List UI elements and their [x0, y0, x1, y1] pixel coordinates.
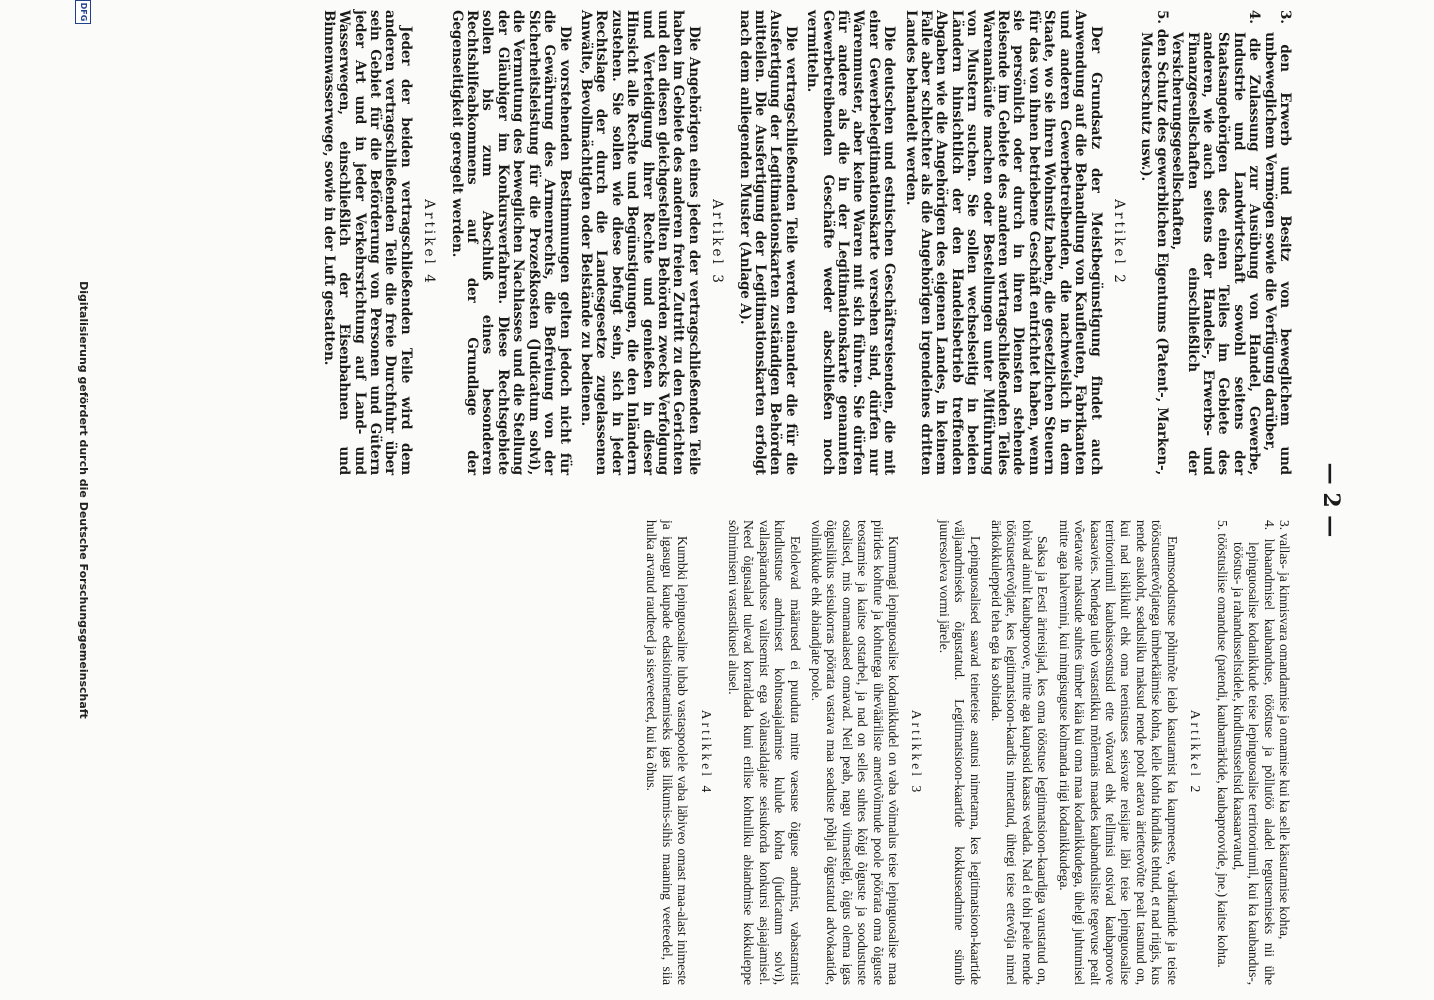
- german-article-2-paragraph: Die vertragschließenden Teile werden einander die für die Ausfertigung der Legitimationskarten zuständigen Behörden mitteilen. Die Ausfertigung der Legitimationskarten erfolgt nach dem anliegenden Muster (Anlage A).: [736, 10, 799, 475]
- german-item-4: 4. die Zulassung zur Ausübung von Handel, Gewerbe, Industrie und Landwirtschaft sowohl seitens der Staatsangehörigen des einen Teiles im Gebiete des anderen, wie auch seitens der Handels-, Erwerbs- und Finanzgesellschaften einschließlich der Versicherungsgesellschaften,: [1169, 10, 1263, 475]
- german-article-2-heading: Artikel 2: [1110, 199, 1127, 286]
- estonian-item-3: 3. vallas- ja kinnisvara omandamise ja omamise kui ka selle käsutamise kohta,: [1277, 520, 1292, 940]
- estonian-column: [638, 520, 1292, 985]
- german-article-3-paragraph: Die vorstehenden Bestimmungen gelten jedoch nicht für die Gewährung des Armenrechts, die Befreiung von der Sicherheitsleistung für die Prozeßkosten (Judicatum solvi), die Vermutung des beweglichen Nachlasses und die Stellung der Gläubiger im Konkursverfahren. Diese Rechtsgebiete sollen bis zum Abschluß eines besonderen Rechtshilfeabkommens auf der Grundlage der Gegenseitigkeit geregelt werden.: [448, 10, 573, 475]
- page-number: — 2 —: [1318, 462, 1344, 538]
- digitization-footer: [72, 0, 94, 1000]
- digitization-credit: Digitalisierung gefördert durch die Deutsche Forschungsgemeinschaft: [77, 281, 90, 719]
- estonian-article-2-paragraph: Saksa ja Eesti ärireisijad, kes oma tööstuse legitimatsioon-kaardiga varustatud on, tohivad ainult kaubaproove, mitte aga kaupasid kaasas vedada. Nad ei tohi peale nende tööstusettevõtjate, kes legitimatsioon-kaardis nimetatud, ühtegi teise ettevõtja nimel ärikokkuleppeid teha ega ka sobitada.: [989, 520, 1051, 985]
- german-item-3: 3. den Erwerb und Besitz von beweglichem und unbeweglichem Vermögen sowie die Verfügung darüber,: [1261, 10, 1293, 475]
- estonian-item-5: 5. tööstusliise omanduse (patendi, kaubamärkide, kaubaproovide, jne.) kaitse kohta.: [1215, 520, 1231, 968]
- dfg-logo-icon: DFG: [75, 0, 91, 24]
- german-article-3-heading: Artikel 3: [709, 199, 726, 286]
- estonian-article-2-paragraph: Enamsoodustuse põhimõte leiab kasutamist ka kaupmeeste, vabrikantide ja teiste tööstusettevõtjatega ümberkäimise kohta, kelle kohta kindlaks tehtud, et nad riigis, kus nende asukoht, seadusliku maksud nende poolt aetava ärietteovõtte pealt tasunud on, kui nad isiklikult ehk oma teenistuses seisvate reisijate läbi teise lepinguosalise territooriumil kaubaisseostusid ette võtavad ehk tellimisi otsivad kaubaproove kaasavies. Nendega tuleb vastastikku mõlemais maades kaubandusliste tegevuse pealt võetavate maksude suhtes ümber käia kui oma maa kodanikkudega, ühelgi juhtumisel mitte aga halvemini, kui mingisuguse kolmanda riigi kodanikkudega.: [1056, 520, 1180, 985]
- german-item-5: 5. den Schutz des gewerblichen Eigentums (Patent-, Marken-, Musterschutz usw.).: [1138, 10, 1170, 475]
- document-page: [72, 0, 1362, 1000]
- german-article-4-paragraph: Jeder der beiden vertragschließenden Teile wird dem anderen vertragschließenden Teile die freie Durchfuhr über sein Gebiet für die Beförderung von Personen und Gütern jeder Art und in jeder Verkehrsrichtung auf Land- und Wasserwegen, einschließlich der Eisenbahnen und Binnenwasserwege, sowie in der Luft gestatten.: [320, 10, 414, 475]
- estonian-item-4: 4. lubaandmisel kaubanduse, tööstuse ja põllutöö aladel tegutsemiseks nii ühe lepinguosalise kodanikkude teise lepinguosalise territooriumil, kui ka kaubandus-, tööstus- ja rahandusseltsidele, kindlustusseltsid kaasaarvatud,: [1230, 520, 1277, 985]
- estonian-article-4-heading: Artikkel 4: [698, 709, 714, 796]
- estonian-article-3-paragraph: Eelolevad määrused ei puuduta mitte vaesuse õiguse andmist, vabastamist kindlustuse andmisest kohtusaajalamise kulude kohta (judicatum solvi), vallaspärandusse valitsemist ega võlausaldajate seisukorda konkursi asjaajamisel. Need õigusalad tulevad korraldada kuni erilise kohtuliku abiandmise kokkuleppe sõlmimiseni vastastikusel alusel.: [726, 520, 803, 985]
- estonian-article-2-paragraph: Lepinguosalised saavad teineteise asutusi nimetama, kes legitimatsioon-kaartide väljaandmiseks õigustatud. Legitimatsioon-kaartide kokkuseadmine sünnib juuresoleva vormi järele.: [936, 520, 983, 985]
- estonian-article-3-paragraph: Kummagi lepinguosalise kodanikkudel on vaba võimalus teise lepinguosalise maa piirides kohtute ja kohtutega ühevääriliste ametivõimude poole pöörata oma õiguste teostamise ja kaitse otstarbel, ja nad on selles suhtes kõigi õiguste ja soodustuste osalised, mis omamaalased omavad. Neil peab, nagu viimastelgi, õigus olema igas õigusliikus seisukorras pöörata vastava maa seaduste põhjal õigustatud advokaatide, volinikkude ehk abiandjate poole.: [809, 520, 902, 985]
- estonian-article-4-paragraph: Kumbki lepinguosaline lubab vastaspoolele vaba läbiveo omast maa-alast inimeste ja igasugu kaupade edasitoimetamiseks igas liikumis-sihis maaning veeteedel, siia hulka arvatud raudteed ja siseveeteed, kui ka õhus.: [644, 520, 691, 985]
- german-column: [314, 10, 1292, 475]
- german-article-4-heading: Artikel 4: [421, 199, 438, 286]
- estonian-article-3-heading: Artikkel 3: [909, 709, 925, 796]
- estonian-article-2-heading: Artikkel 2: [1187, 709, 1203, 796]
- german-article-3-paragraph: Die Angehörigen eines jeden der vertragschließenden Teile haben im Gebiete des anderen freien Zutritt zu den Gerichten und den diesen gleichgestellten Behörden zwecks Verfolgung und Verteidigung ihrer Rechte und genießen in dieser Hinsicht alle Rechte und Begünstigungen, die den Inländern zustehen. Sie sollen wie diese befugt sein, sich in jeder Rechtslage der durch die Landesgesetze zugelassenen Anwälte, Bevollmächtigten oder Beistände zu bedienen.: [577, 10, 702, 475]
- german-article-2-paragraph: Die deutschen und estnischen Geschäftsreisenden, die mit einer Gewerbelegitimationskarte versehen sind, dürfen nur Warenmuster, aber keine Waren mit sich führen. Sie dürfen für andere als die in der Legitimationskarte genannten Gewerbetreibenden Geschäfte weder abschließen noch vermitteln.: [804, 10, 898, 475]
- german-article-2-paragraph: Der Grundsatz der Meistbegünstigung findet auch Anwendung auf die Behandlung von Kaufleuten, Fabrikanten und anderen Gewerbetreibenden, die nachweislich in dem Staate, wo sie ihren Wohnsitz haben, die gesetzlichen Steuern für das von ihnen betriebene Geschäft entrichtet haben, wenn sie persönlich oder durch in ihren Diensten stehende Reisende im Gebiete des anderen vertragschließenden Teiles Warenankäufe machen oder Bestellungen unter Mitführung von Mustern suchen. Sie sollen wechselseitig in beiden Ländern hinsichtlich der den Handelsbetrieb treffenden Abgaben wie die Angehörigen des eigenen Landes, in keinem Falle aber schlechter als die Angehörigen irgendeines dritten Landes behandelt werden.: [902, 10, 1104, 475]
